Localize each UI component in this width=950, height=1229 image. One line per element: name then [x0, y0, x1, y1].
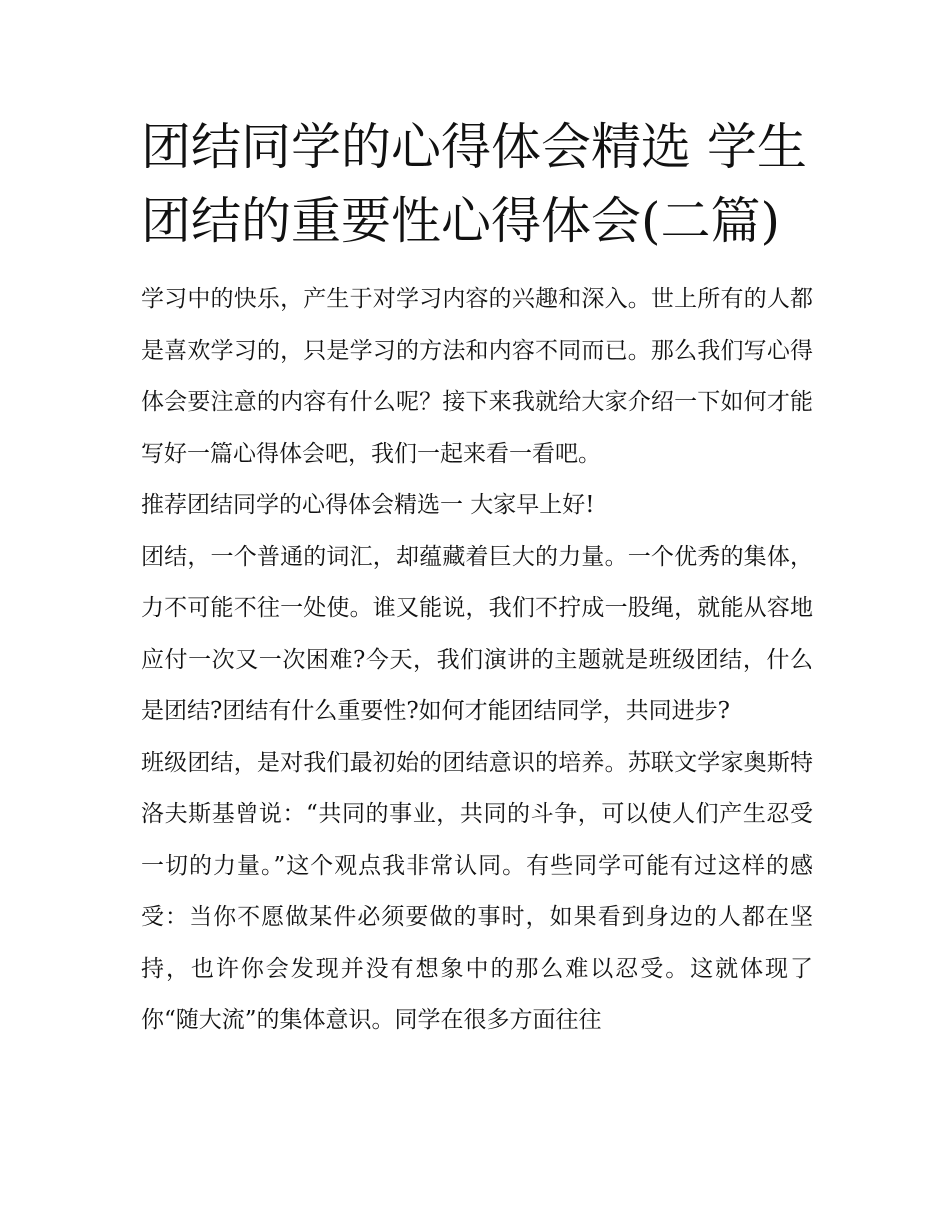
document-body — [141, 110, 813, 1047]
paragraph-unity: 团结，一个普通的词汇，却蕴藏着巨大的力量。一个优秀的集体，力不可能不往一处使。谁又能说，我们不拧成一股绳，就能从容地应付一次又一次困难?今天，我们演讲的主题就是班级团结，什么是团结?团结有什么重要性?如何才能团结同学，共同进步? — [141, 543, 813, 724]
document-title: 团结同学的心得体会精选 学生团结的重要性心得体会(二篇) — [141, 118, 807, 250]
paragraph-class-unity: 班级团结，是对我们最初始的团结意识的培养。苏联文学家奥斯特洛夫斯基曾说：“共同的事业，共同的斗争，可以使人们产生忍受一切的力量。”这个观点我非常认同。有些同学可能有过这样的感受：当你不愿做某件必须要做的事时，如果看到身边的人都在坚持，也许你会发现并没有想象中的那么难以忍受。这就体现了你“随大流”的集体意识。同学在很多方面往往 — [141, 749, 813, 1033]
paragraph-greeting: 推荐团结同学的心得体会精选一 大家早上好! — [141, 492, 595, 518]
paragraph-intro: 学习中的快乐，产生于对学习内容的兴趣和深入。世上所有的人都是喜欢学习的，只是学习的方法和内容不同而已。那么我们写心得体会要注意的内容有什么呢？接下来我就给大家介绍一下如何才能写好一篇心得体会吧，我们一起来看一看吧。 — [141, 286, 813, 467]
